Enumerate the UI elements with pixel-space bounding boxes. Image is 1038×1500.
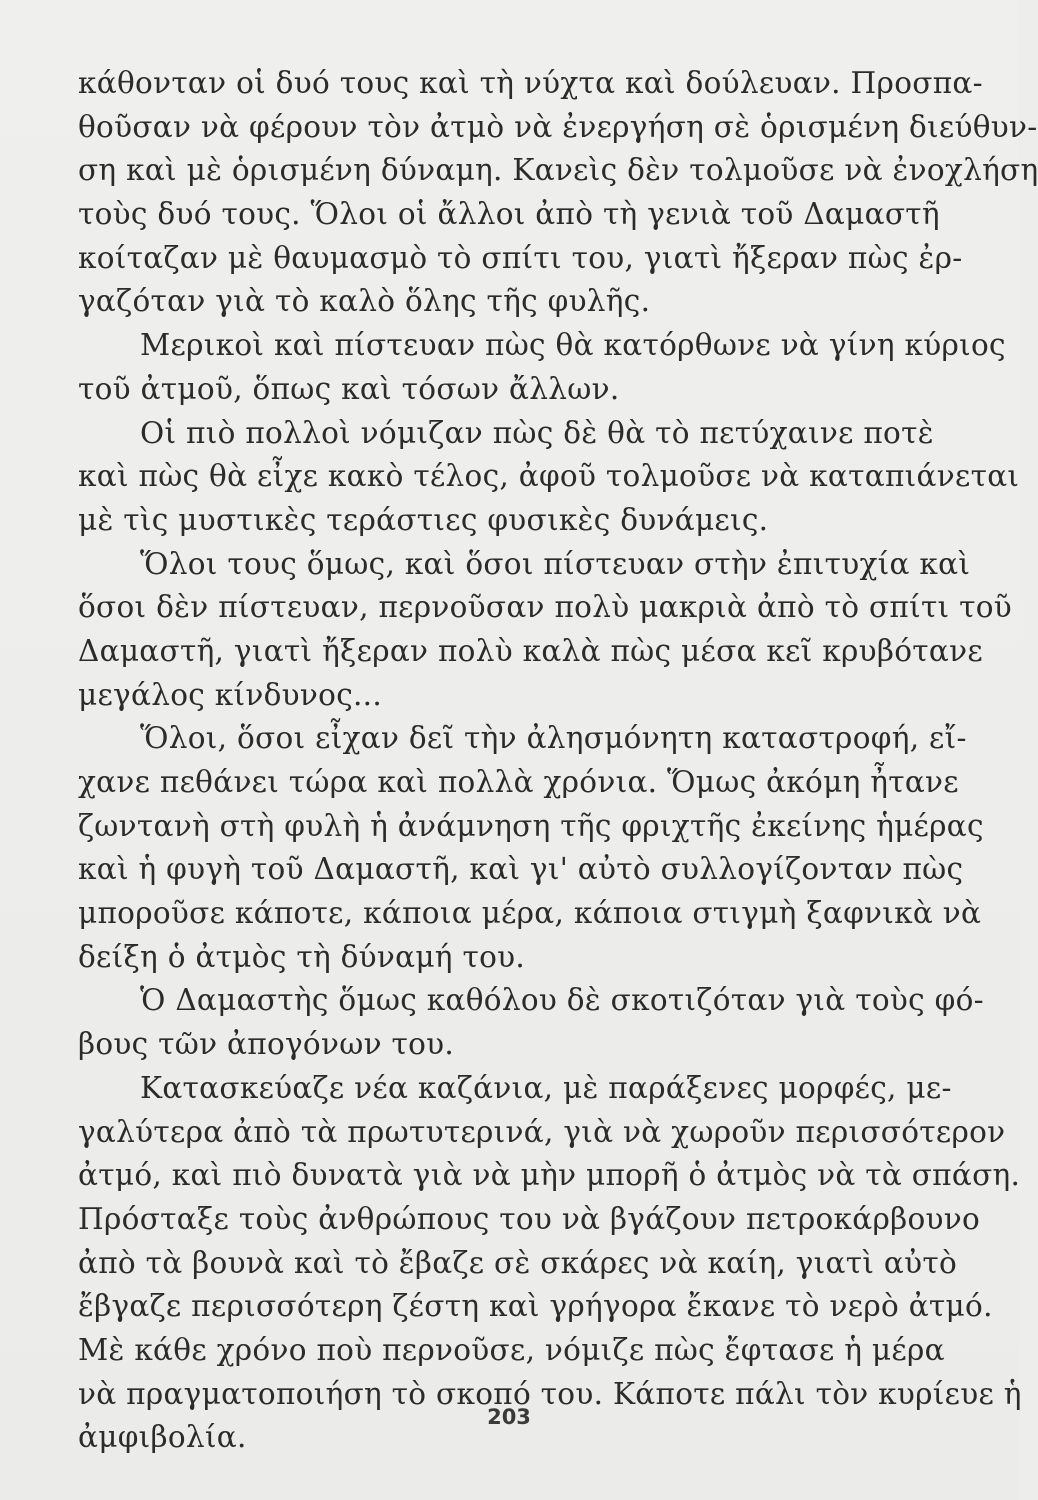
text-line: βους τῶν ἀπογόνων του. — [78, 1027, 455, 1062]
text-line: ἀτμό, καὶ πιὸ δυνατὰ γιὰ νὰ μὴν μπορῆ ὁ ἀτμὸς νὰ τὰ σπάση. — [78, 1158, 1021, 1193]
paragraph-start: Ὅλοι, ὅσοι εἶχαν δεῖ τὴν ἀλησμόνητη καταστροφή, εἴ- — [140, 721, 967, 756]
paragraph-start: Μερικοὶ καὶ πίστευαν πὼς θὰ κατόρθωνε νὰ γίνη κύριος — [140, 328, 1006, 363]
text-line: δείξη ὁ ἀτμὸς τὴ δύναμή του. — [78, 939, 526, 974]
text-line: τοῦ ἀτμοῦ, ὅπως καὶ τόσων ἄλλων. — [78, 371, 620, 406]
text-line: νὰ πραγματοποιήση τὸ σκοπό του. Κάποτε πάλι τὸν κυρίευε ἡ — [78, 1376, 1022, 1411]
text-line: Πρόσταξε τοὺς ἀνθρώπους του νὰ βγάζουν πετροκάρβουνο — [78, 1201, 981, 1236]
text-line: Μὲ κάθε χρόνο ποὺ περνοῦσε, νόμιζε πὼς ἔφτασε ἡ μέρα — [78, 1332, 945, 1367]
paragraph-start: Οἱ πιὸ πολλοὶ νόμιζαν πὼς δὲ θὰ τὸ πετύχαινε ποτὲ — [140, 415, 934, 450]
text-line: κάθονταν οἱ δυό τους καὶ τὴ νύχτα καὶ δούλευαν. Προσπα- — [78, 66, 983, 100]
text-line: καὶ πὼς θὰ εἶχε κακὸ τέλος, ἀφοῦ τολμοῦσε νὰ καταπιάνεται — [78, 459, 1020, 494]
text-line: χανε πεθάνει τώρα καὶ πολλὰ χρόνια. Ὅμως ἀκόμη ἦτανε — [78, 765, 959, 799]
text-line: μεγάλος κίνδυνος... — [78, 677, 383, 712]
body-text — [78, 62, 1038, 1460]
text-line: μὲ τὶς μυστικὲς τεράστιες φυσικὲς δυνάμεις. — [78, 502, 769, 537]
paragraph-start: Κατασκεύαζε νέα καζάνια, μὲ παράξενες μορφές, με- — [140, 1070, 952, 1105]
text-line: καὶ ἡ φυγὴ τοῦ Δαμαστῆ, καὶ γι' αὐτὸ συλλογίζονταν πὼς — [78, 852, 964, 887]
text-line: θοῦσαν νὰ φέρουν τὸν ἀτμὸ νὰ ἐνεργήση σὲ ὁρισμένη διεύθυν- — [78, 109, 1038, 144]
paragraph-start: Ὁ Δαμαστὴς ὅμως καθόλου δὲ σκοτιζόταν γιὰ τοὺς φό- — [140, 983, 984, 1018]
page-number: 203 — [487, 1405, 531, 1429]
text-line: γαζόταν γιὰ τὸ καλὸ ὅλης τῆς φυλῆς. — [78, 284, 651, 319]
text-line: Δαμαστῆ, γιατὶ ἤξεραν πολὺ καλὰ πὼς μέσα κεῖ κρυβότανε — [78, 633, 983, 668]
text-line: ζωντανὴ στὴ φυλὴ ἡ ἀνάμνηση τῆς φριχτῆς ἐκείνης ἡμέρας — [78, 808, 984, 843]
text-line: ὅσοι δὲν πίστευαν, περνοῦσαν πολὺ μακριὰ ἀπὸ τὸ σπίτι τοῦ — [78, 590, 1013, 625]
text-line: κοίταζαν μὲ θαυμασμὸ τὸ σπίτι του, γιατὶ ἤξεραν πὼς ἐρ- — [78, 240, 963, 275]
text-line: μποροῦσε κάποτε, κάποια μέρα, κάποια στιγμὴ ξαφνικὰ νὰ — [78, 896, 982, 931]
text-line: ση καὶ μὲ ὁρισμένη δύναμη. Κανεὶς δὲν τολμοῦσε νὰ ἐνοχλήση — [78, 153, 1038, 188]
text-line: γαλύτερα ἀπὸ τὰ πρωτυτερινά, γιὰ νὰ χωροῦν περισσότερον — [78, 1114, 1006, 1149]
text-line: τοὺς δυό τους. Ὅλοι οἱ ἄλλοι ἀπὸ τὴ γενιὰ τοῦ Δαμαστῆ — [78, 197, 940, 232]
paragraph-start: Ὅλοι τους ὅμως, καὶ ὅσοι πίστευαν στὴν ἐπιτυχία καὶ — [140, 546, 971, 581]
text-line: ἀπὸ τὰ βουνὰ καὶ τὸ ἔβαζε σὲ σκάρες νὰ καίη, γιατὶ αὐτὸ — [78, 1245, 958, 1280]
text-line: ἀμφιβολία. — [78, 1420, 247, 1455]
text-line: ἔβγαζε περισσότερη ζέστη καὶ γρήγορα ἔκανε τὸ νερὸ ἀτμό. — [78, 1289, 993, 1324]
